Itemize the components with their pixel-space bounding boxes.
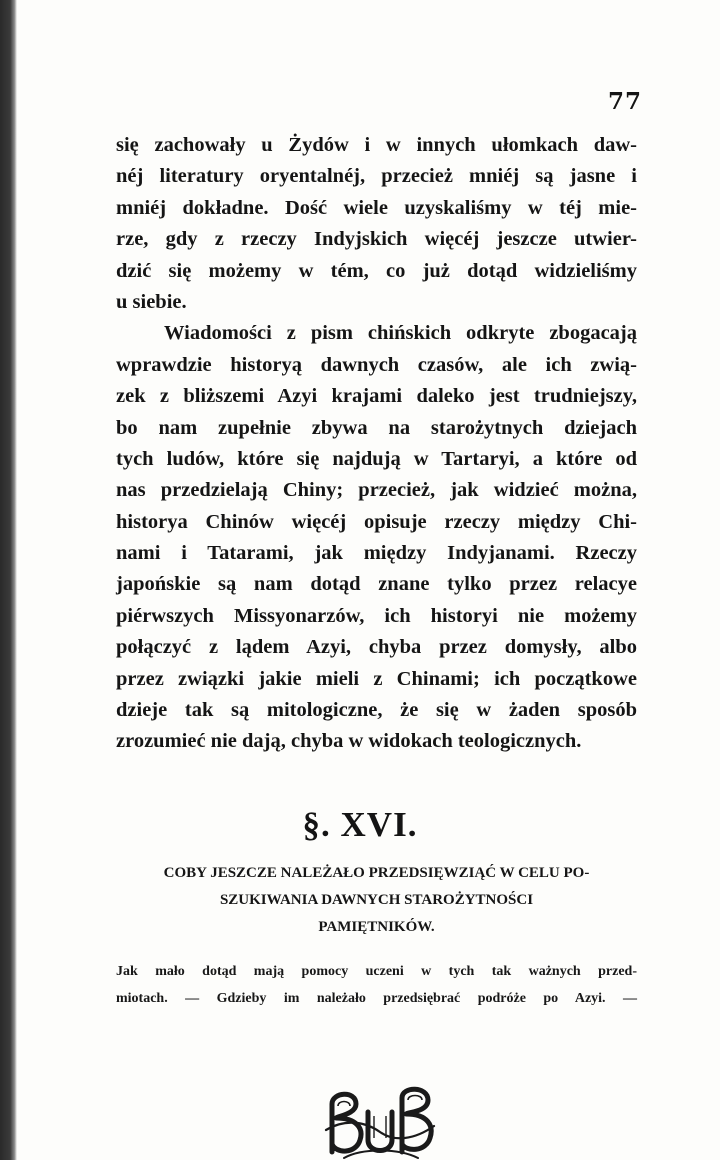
page-number: 77	[607, 88, 642, 115]
library-stamp-icon	[322, 1082, 438, 1160]
text-line: bo nam zupełnie zbywa na starożytnych dziejach	[116, 416, 637, 439]
summary-line: Jak mało dotąd mają pomocy uczeni w tych tak ważnych przed-	[116, 964, 637, 979]
binding-edge	[0, 0, 17, 1160]
text-line: rze, gdy z rzeczy Indyjskich więcéj jeszcze utwier-	[116, 228, 637, 251]
text-line: Wiadomości z pism chińskich odkryte zbogacają	[164, 322, 637, 345]
text-line: zrozumieć nie dają, chyba w widokach teologicznych.	[116, 730, 582, 753]
text-line: japońskie są nam dotąd znane tylko przez relacye	[116, 573, 637, 596]
text-line: nas przedzielają Chiny; przecież, jak widzieć można,	[116, 479, 637, 502]
text-line: mniéj dokładne. Dość wiele uzyskaliśmy w téj mie-	[116, 196, 637, 219]
text-line: piérwszych Missyonarzów, ich historyi nie możemy	[116, 604, 637, 627]
text-line: historya Chinów więcéj opisuje rzeczy między Chi-	[116, 510, 637, 533]
paragraph-2	[116, 318, 637, 757]
text-line: połączyć z lądem Azyi, chyba przez domysły, albo	[116, 636, 637, 659]
text-line: przez związki jakie mieli z Chinami; ich początkowe	[116, 667, 637, 690]
section-heading: §. XVI.	[302, 805, 418, 844]
summary-line: miotach. — Gdzieby im należało przedsiębrać podróże po Azyi. —	[116, 991, 637, 1006]
section-summary	[116, 958, 637, 1012]
subtitle-line: COBY JESZCZE NALEŻAŁO PRZEDSIĘWZIĄĆ W CELU PO-	[163, 865, 590, 881]
section-subtitle	[116, 860, 637, 941]
text-line: dzić się możemy w tém, co już dotąd widzieliśmy	[116, 259, 637, 282]
text-line: néj literatury oryentalnéj, przecież mniéj są jasne i	[116, 165, 637, 188]
subtitle-line: SZUKIWANIA DAWNYCH STAROŻYTNOŚCI	[219, 892, 534, 908]
body-text	[116, 130, 637, 758]
text-line: tych ludów, które się najdują w Tartaryi, a które od	[116, 447, 637, 470]
text-line: nami i Tatarami, jak między Indyjanami. Rzeczy	[116, 542, 637, 565]
paragraph-1	[116, 130, 637, 318]
text-line: dzieje tak są mitologiczne, że się w żaden sposób	[116, 699, 637, 722]
text-line: wprawdzie historyą dawnych czasów, ale ich zwią-	[116, 353, 637, 376]
subtitle-line: PAMIĘTNIKÓW.	[318, 919, 435, 935]
text-line: się zachowały u Żydów i w innych ułomkach daw-	[116, 134, 637, 156]
text-line: u siebie.	[116, 290, 187, 313]
text-line: zek z bliższemi Azyi krajami daleko jest trudniejszy,	[116, 385, 637, 408]
